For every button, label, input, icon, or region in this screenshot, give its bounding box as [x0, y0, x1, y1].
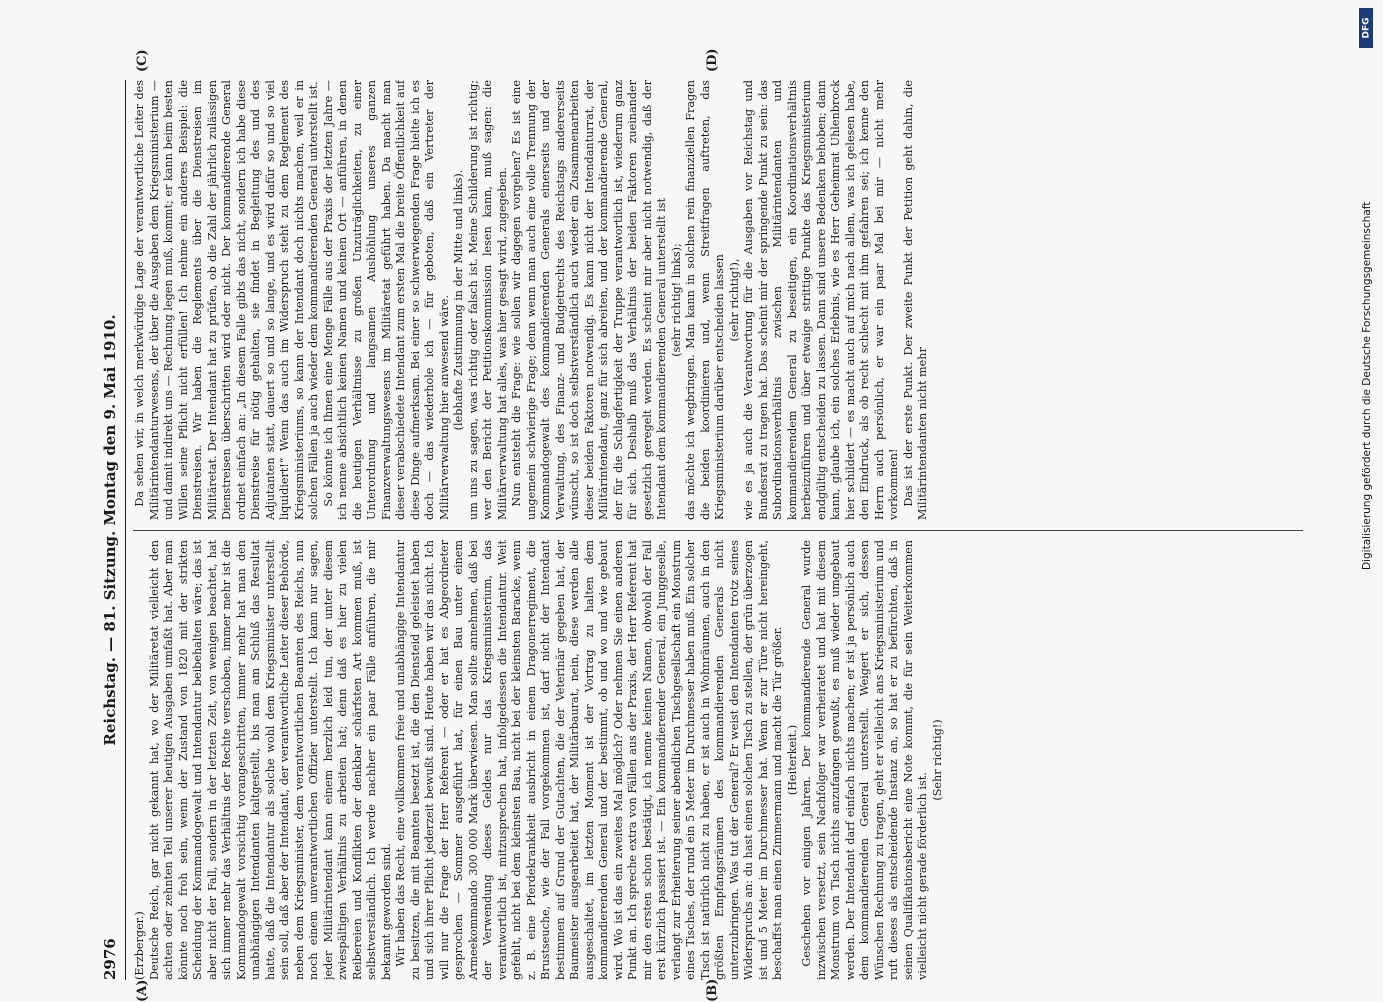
paragraph: Geschehen vor einigen Jahren. Der kommandierende General wurde inzwischen versetzt, sein Nachfolger war verheiratet und hat mit diesem Monstrum von Tisch nichts anzufangen gewußt, es muß wieder umgebaut werden. Der Intendant darf einfach nichts machen; er ist ja persönlich auch dem kommandierenden General unterstellt. Weigert er sich, dessen Wünschen Rechnung zu tragen, geht er vielleicht ans Kriegsministerium und ruft dieses als entscheidende Instanz an, so hat er zu befürchten, daß in seinen Qualifikationsbericht eine Note kommt, die für sein Weiterkommen vielleicht nicht gerade förderlich ist. [800, 540, 929, 980]
paragraph: Deutsche Reich, gar nicht gekannt hat, wo der Militäretat vielleicht den achten oder zehnten Teil unserer heutigen Ausgaben umfaßt hat. Aber man könnte noch froh sein, wenn der Zustand von 1820 mit der strikten Scheidung der Kommandogewalt und Intendantur beibehalten wäre; das ist aber nicht der Fall, sondern in der letzten Zeit, von wenigen beachtet, hat sich immer mehr das Verhältnis der Rechte verschoben, immer mehr ist die Kommandogewalt vorsichtig vorangeschritten, immer mehr hat man den unabhängigen Intendanten kaltgestellt, bis man am Schluß das Resultat hatte, daß die Intendantur als solche wohl dem Kriegsminister unterstellt sein soll, daß aber der Intendant, der verantwortliche Leiter dieser Behörde, neben dem Kriegsminister, dem verantwortlichen Beamten des Reichs, nun noch einem unverantwortlichen Offizier unterstellt. Ich kann nur sagen, jeder Militärintendant kann einem herzlich leid tun, der unter diesem zwiespältigen Verhältnis zu arbeiten hat; denn daß es hier zu vielen Reibereien und Konflikten der denkbar schärfsten Art kommen muß, ist selbstverständlich. Ich werde nachher ein paar Fälle anführen, die mir bekannt geworden sind. [147, 540, 393, 980]
interjection: (Sehr richtig!) [930, 719, 944, 801]
paragraph: Das ist der erste Punkt. Der zweite Punkt der Petition geht dahin, die Militärintendanten nicht mehr [901, 80, 929, 520]
paragraph: um uns zu sagen, was richtig oder falsch ist. Meine Schilderung ist richtig; wer den Bericht der Petitionskommission lesen kann, muß sagen: die Militärverwaltung hat alles, was hier gesagt wird, zugegeben. [466, 80, 509, 520]
paragraph: So könnte ich Ihnen eine Menge Fälle aus der Praxis der letzten Jahre — ich nenne absichtlich keinen Namen und keinen Ort — anführen, in denen die heutigen Verhältnisse zu großen Unzuträglichkeiten, zu einer Unterordnung und langsamen Aushöhlung unseres ganzen Finanzverwaltungswesens im Militäretat geführt haben. Da macht man dieser verabschiedete Intendant zum ersten Mal die breite Öffentlichkeit auf diese Dinge aufmerksam. Bei einer so schwerwiegenden Frage hielte ich es doch — das wiederhole ich — für geboten, daß ein Vertreter der Militärverwaltung hier anwesend wäre. [321, 80, 451, 520]
paragraph: Da sehen wir, in welch merkwürdige Lage der verantwortliche Leiter des Militärintendanturwesens, der über die Ausgaben dem Kriegsministerium — und damit indirekt uns — Rechnung legen muß, kommt; er kann beim besten Willen seine Pflicht nicht erfüllen! Ich nehme ein anderes Beispiel: die Dienstreisen. Wir haben die Reglements über die Dienstreisen im Militäretat. Der Intendant hat zu prüfen, ob die Zahl der jährlich zulässigen Dienstreisen überschritten wird oder nicht. Der kommandierende General ordnet einfach an: „In diesem Falle gibts das nicht, sondern ich habe diese Dienstreise für nötig gehalten, sie findet in Begleitung des und des Adjutanten statt, dauert so und so lange, und es wird dafür so und so viel liquidiert!“ Wenn das auch im Widerspruch steht zu dem Reglement des Kriegsministeriums, so kann der Intendant doch nichts machen, weil er in solchen Fällen ja auch wieder dem kommandierenden General unterstellt ist. [133, 80, 320, 520]
paragraph: das möchte ich wegbringen. Man kann in solchen rein finanziellen Fragen die beiden koordinieren und, wenn Streitfragen auftreten, das Kriegsministerium darüber entscheiden lassen [684, 80, 726, 520]
interjection: (Heiterkeit.) [785, 724, 799, 796]
margin-marker-c: (C) [135, 49, 150, 72]
column-divider [133, 530, 1303, 531]
page-header [95, 80, 126, 980]
speaker-label: (Erzberger.) [133, 911, 146, 980]
rotated-page [95, 48, 1315, 1002]
interjection: (sehr richtig!), [727, 258, 741, 342]
digitization-credit [1359, 0, 1379, 1000]
margin-marker-b: (B) [705, 978, 720, 1002]
page-number: 2976 [101, 938, 119, 980]
interjection: (sehr richtig! links); [669, 243, 683, 357]
left-column [133, 540, 1303, 980]
margin-marker-d: (D) [705, 48, 720, 72]
right-column [133, 80, 1303, 520]
credit-text: Digitalisierung gefördert durch die Deutsche Forschungsgemeinschaft [1361, 201, 1373, 570]
paragraph: wie es ja auch die Verantwortung für die Ausgaben vor Reichstag und Bundesrat zu tragen hat. Das scheint mir der springende Punkt zu sein: das Subordinationsverhältnis zwischen Militärintendanten und kommandierendem General zu beseitigen, ein Koordinationsverhältnis herbeizuführen und über etwaige strittige Punkte das Kriegsministerium endgültig entscheiden zu lassen. Dann sind unsere Bedenken behoben; dann kann, glaube ich, ein solches Erlebnis, wie es Herr Geheimrat Uhlenbrock hier schildert — es macht auch auf mich nach allem, was ich gelesen habe, den Eindruck, als ob recht schlecht mit ihm gefahren sei; ich kenne den Herrn auch persönlich, er war ein paar Mal bei mir — nicht mehr vorkommen! [742, 80, 900, 520]
dfg-logo: DFG [1359, 8, 1373, 48]
interjection: (lebhafte Zustimmung in der Mitte und links). [452, 169, 465, 431]
margin-marker-a: (A) [135, 979, 150, 1002]
page-title: Reichstag. — 81. Sitzung. Montag den 9. Mai 1910. [101, 314, 119, 746]
paragraph: Wir haben das Recht, eine vollkommen freie und unabhängige Intendantur zu besitzen, die mit Beamten besetzt ist, die den Diensteid geleistet haben und sich ihrer Pflicht jederzeit bewußt sind. Heute haben wir das nicht. Ich will nur die Frage der Herr Referent — oder er hat es Abgeordneter gesprochen — Sommer ausgeführt hat, für einen Bau unter einem Armeekommando 300 000 Mark überwiesen. Man sollte annehmen, daß bei der Verwendung dieses Geldes nur das Kriegsministerium, das verantwortlich ist, mitzusprechen hat, infolgedessen die Intendantur. Weit gefehlt, nicht bei dem kleinsten Bau, nicht bei der kleinsten Baracke, wenn z. B. eine Pferdekrankheit ausbricht in einem Dragonerregiment, die Brustseuche, wie der Fall vorgekommen ist, darf nicht der Intendant bestimmen auf Grund der Gutachten, die der Veterinär gegeben hat, der Baumeister ausgearbeitet hat, der Militärbaurat, nein, diese werden alle ausgeschaltet, im letzten Moment ist der Vortrag zu halten dem kommandierenden General und der bestimmt, ob und wo und wie gebaut wird. Wo ist das ein zweites Mal möglich? Oder nehmen Sie einen anderen Punkt an. Ich spreche extra von Fällen aus der Praxis, der Herr Referent hat mir den ersten schon bestätigt, ich nenne keinen Namen, obwohl der Fall erst kürzlich passiert ist. — Ein kommandierender General, ein Junggeselle, verlangt zur Erheiterung seiner abendlichen Tischgesellschaft ein Monstrum eines Tisches, der rund ein 5 Meter im Durchmesser haben muß. Ein solcher Tisch ist natürlich nicht zu haben, er ist auch in Wohnräumen, auch in den größten Empfangsräumen des kommandierenden Generals nicht unterzubringen. Was tut der General? Er weist den Intendanten trotz seines Widerspruchs an: du hast einen solchen Tisch zu stellen, der grün überzogen ist und 5 Meter im Durchmesser hat. Wenn er zur Türe nicht hereingeht, beschaffst man einen Zimmermann und macht die Tür größer. [394, 540, 784, 980]
paragraph: Nun entsteht die Frage: wie sollen wir dagegen vorgehen? Es ist eine ungemein schwierige Frage; denn wenn man auch eine volle Trennung der Kommandogewalt des kommandierenden Generals einerseits und der Verwaltung, des Finanz- und Budgetrechts des Reichstags andererseits wünscht, so ist doch selbstverständlich auch wieder ein Zusammenarbeiten dieser beiden Faktoren notwendig. Es kann nicht der Intendanturrat, der Militärintendant, ganz für sich abreiten, und der kommandierende General, der für die Schlagfertigkeit der Truppe verantwortlich ist, wiederum ganz für sich. Deshalb muß das Verhältnis der beiden Faktoren zueinander gesetzlich geregelt werden. Es scheint mir aber nicht notwendig, daß der Intendant dem kommandierenden General unterstellt ist [510, 80, 668, 520]
